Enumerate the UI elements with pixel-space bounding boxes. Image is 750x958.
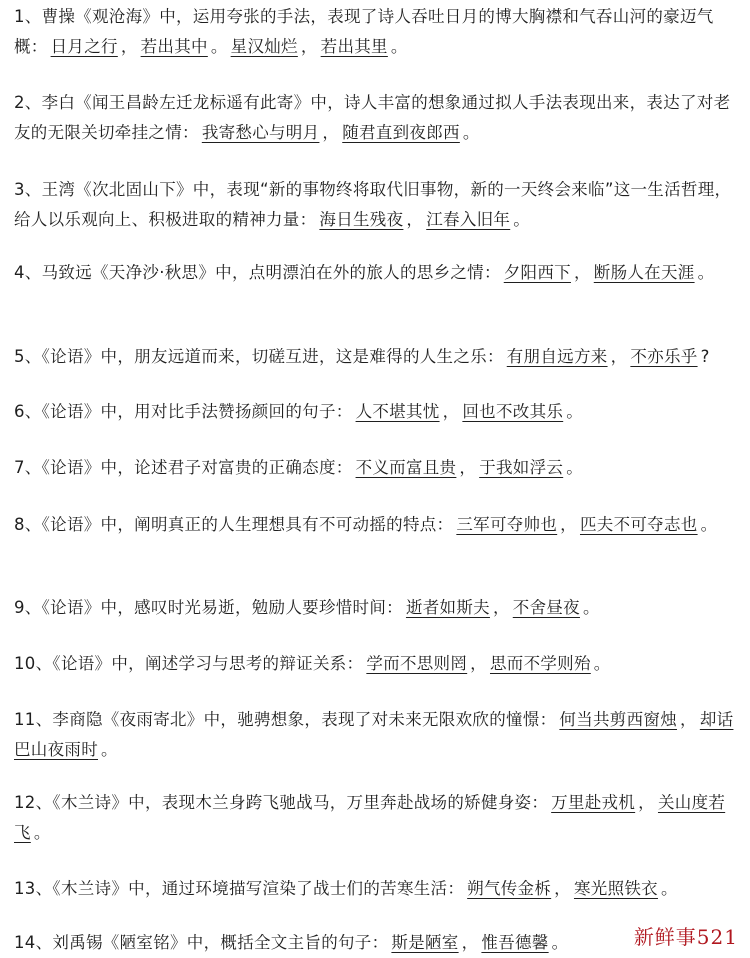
item-4-answer-1: 夕阳西下 xyxy=(503,263,571,282)
item-8-end: 。 xyxy=(700,515,718,534)
item-5-answer-1: 有朋自远方来 xyxy=(506,347,608,366)
item-7-sep: ， xyxy=(459,458,477,477)
item-1-answer-3: 星汉灿烂 xyxy=(230,37,298,56)
item-1-answer-1: 日月之行 xyxy=(50,37,118,56)
list-item-2 xyxy=(14,88,744,148)
item-2-answer-2: 随君直到夜郎西 xyxy=(342,123,460,142)
item-8-sep: ， xyxy=(560,515,577,534)
item-6-sep: ， xyxy=(442,402,460,421)
item-7-answer-1: 不义而富且贵 xyxy=(355,458,457,477)
item-4-answer-2: 断肠人在天涯 xyxy=(593,263,695,282)
item-13-answer-1: 朔气传金柝 xyxy=(467,879,552,898)
item-13-answer-2: 寒光照铁衣 xyxy=(573,879,658,898)
item-6-end: 。 xyxy=(566,402,583,421)
item-12-end: 。 xyxy=(33,823,51,842)
item-12-sep: ， xyxy=(638,793,655,812)
item-3-answer-1: 海日生残夜 xyxy=(319,210,404,229)
item-1-end: 。 xyxy=(390,37,408,56)
item-10-prompt: 10、《论语》中，阐述学习与思考的辩证关系： xyxy=(14,654,364,673)
item-2-answer-1: 我寄愁心与明月 xyxy=(201,123,320,142)
item-13-prompt: 13、《木兰诗》中，通过环境描写渲染了战士们的苦寒生活： xyxy=(14,879,465,898)
item-1-sep2: ， xyxy=(300,37,318,56)
item-3-prompt: 3、王湾《次北固山下》中，表现“新的事物终将取代旧事物，新的一天终会来临”这一生活哲理，给人以乐观向上、积极进取的精神力量： xyxy=(14,180,732,229)
item-5-end: ? xyxy=(700,347,710,366)
item-14-sep: ， xyxy=(461,933,479,952)
list-item-13 xyxy=(14,874,744,904)
item-6-prompt: 6、《论语》中，用对比手法赞扬颜回的句子： xyxy=(14,402,353,421)
item-11-answer-2: 却话巴山夜雨时 xyxy=(14,710,734,759)
item-2-prompt: 2、李白《闻王昌龄左迁龙标遥有此寄》中，诗人丰富的想象通过拟人手法表现出来，表达了对老友的无限关切牵挂之情： xyxy=(14,93,731,142)
list-item-4 xyxy=(14,258,744,288)
item-4-prompt: 4、马致远《天净沙·秋思》中，点明漂泊在外的旅人的思乡之情： xyxy=(14,263,501,282)
item-6-answer-2: 回也不改其乐 xyxy=(462,402,564,421)
item-8-answer-2: 匹夫不可夺志也 xyxy=(579,515,698,534)
item-1-mid: 。 xyxy=(210,37,228,56)
item-9-answer-1: 逝者如斯夫 xyxy=(405,598,490,617)
list-item-9 xyxy=(14,593,744,623)
item-9-end: 。 xyxy=(582,598,600,617)
item-7-end: 。 xyxy=(566,458,583,477)
item-8-prompt: 8、《论语》中，阐明真正的人生理想具有不可动摇的特点： xyxy=(14,515,454,534)
list-item-8 xyxy=(14,510,744,540)
item-14-end: 。 xyxy=(551,933,569,952)
item-5-prompt: 5、《论语》中，朋友远道而来，切磋互进，这是难得的人生之乐： xyxy=(14,347,504,366)
item-9-prompt: 9、《论语》中，感叹时光易逝，勉励人要珍惜时间： xyxy=(14,598,403,617)
item-14-answer-2: 惟吾德馨 xyxy=(481,933,549,952)
item-6-answer-1: 人不堪其忧 xyxy=(355,402,440,421)
item-1-answer-4: 若出其里 xyxy=(320,37,388,56)
item-11-sep: ， xyxy=(680,710,697,729)
item-2-end: 。 xyxy=(462,123,480,142)
item-13-sep: ， xyxy=(554,879,571,898)
item-8-answer-1: 三军可夺帅也 xyxy=(456,515,558,534)
item-11-answer-1: 何当共剪西窗烛 xyxy=(559,710,678,729)
list-item-5 xyxy=(14,342,744,372)
item-1-answer-2: 若出其中 xyxy=(140,37,208,56)
item-7-prompt: 7、《论语》中，论述君子对富贵的正确态度： xyxy=(14,458,353,477)
list-item-12 xyxy=(14,788,744,848)
item-11-prompt: 11、李商隐《夜雨寄北》中，驰骋想象，表现了对未来无限欢欣的憧憬： xyxy=(14,710,557,729)
list-item-6 xyxy=(14,397,744,427)
item-10-end: 。 xyxy=(593,654,611,673)
item-14-prompt: 14、刘禹锡《陋室铭》中，概括全文主旨的句子： xyxy=(14,933,389,952)
item-9-sep: ， xyxy=(492,598,510,617)
item-7-answer-2: 于我如浮云 xyxy=(479,458,564,477)
item-11-end: 。 xyxy=(101,740,118,759)
item-3-answer-2: 江春入旧年 xyxy=(426,210,511,229)
item-5-answer-2: 不亦乐乎 xyxy=(630,347,698,366)
list-item-1 xyxy=(14,2,744,62)
item-12-answer-1: 万里赴戎机 xyxy=(551,793,636,812)
item-12-prompt: 12、《木兰诗》中，表现木兰身跨飞驰战马，万里奔赴战场的矫健身姿： xyxy=(14,793,549,812)
item-13-end: 。 xyxy=(660,879,678,898)
item-14-answer-1: 斯是陋室 xyxy=(391,933,459,952)
item-3-end: 。 xyxy=(513,210,531,229)
watermark: 新鲜事521 xyxy=(633,925,738,949)
item-5-sep: ， xyxy=(610,347,628,366)
item-12-answer-2: 关山度若飞 xyxy=(14,793,726,842)
list-item-10 xyxy=(14,649,744,679)
item-4-sep: ， xyxy=(573,263,591,282)
item-1-sep: ， xyxy=(120,37,138,56)
item-10-answer-1: 学而不思则罔 xyxy=(366,654,468,673)
item-10-sep: ， xyxy=(470,654,487,673)
item-1-prompt: 1、曹操《观沧海》中，运用夸张的手法，表现了诗人吞吐日月的博大胸襟和气吞山河的豪迈气概： xyxy=(14,7,714,56)
item-3-sep: ， xyxy=(406,210,424,229)
list-item-3 xyxy=(14,175,744,235)
item-2-sep: ， xyxy=(322,123,340,142)
item-9-answer-2: 不舍昼夜 xyxy=(512,598,580,617)
list-item-11 xyxy=(14,705,744,765)
item-10-answer-2: 思而不学则殆 xyxy=(489,654,591,673)
list-item-7 xyxy=(14,453,744,483)
item-4-end: 。 xyxy=(697,263,715,282)
